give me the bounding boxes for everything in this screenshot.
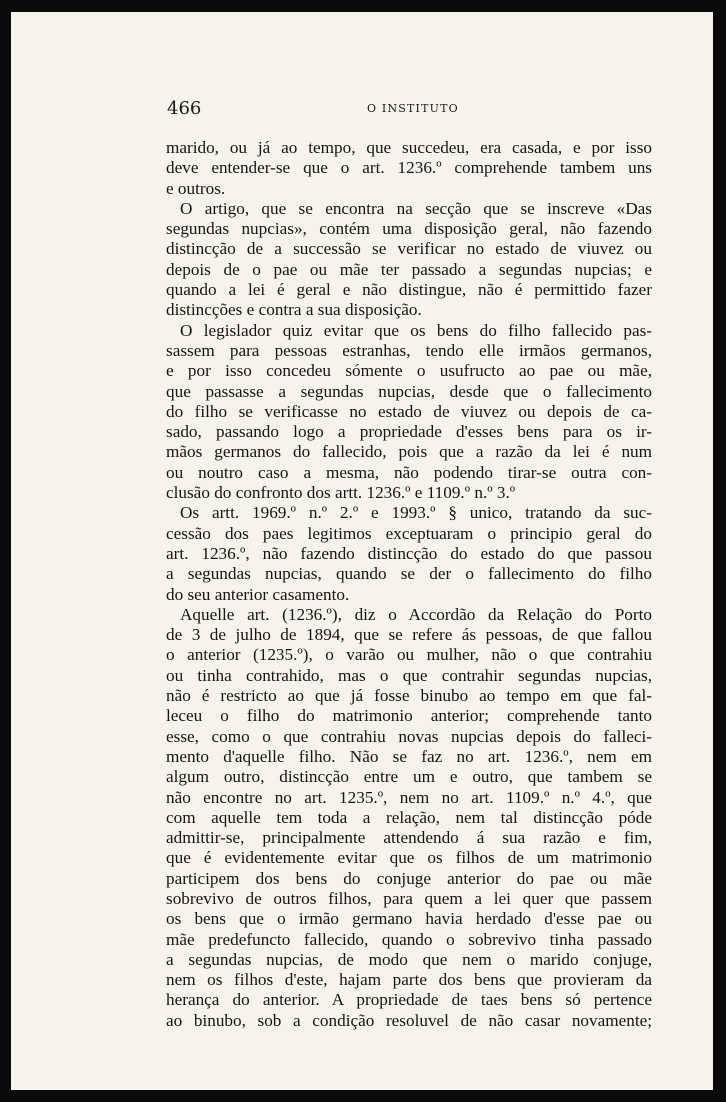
text-line: e outros. [166, 178, 226, 198]
text-line: quando a lei é geral e não distingue, não é permittido fazer [166, 280, 652, 300]
text-line: esse, como o que contrahiu novas nupcias depois do falleci- [166, 726, 652, 746]
text-line: herança do anterior. A propriedade de taes bens só pertence [166, 990, 652, 1010]
text-line: art. 1236.º, não fazendo distincção do estado do que passou [166, 543, 652, 563]
text-line: distincções e contra a sua disposição. [166, 300, 422, 320]
text-line: de 3 de julho de 1894, que se refere ás pessoas, de que fallou [166, 625, 652, 645]
text-line: sobrevivo de outros filhos, para quem a lei quer que passem [166, 888, 652, 908]
text-line: não encontre no art. 1235.º, nem no art. 1109.º n.º 4.º, que [166, 787, 652, 807]
text-line: ou tinha contrahido, mas o que contrahir segundas nupcias, [166, 665, 652, 685]
text-line: ao binubo, sob a condição resoluvel de não casar novamente; [166, 1010, 652, 1030]
text-line: algum outro, distincção entre um e outro, que tambem se [166, 767, 652, 787]
text-line: ou noutro caso a mesma, não podendo tirar-se outra con- [166, 462, 652, 482]
text-line: mento d'aquelle filho. Não se faz no art. 1236.º, nem em [166, 746, 652, 766]
text-line: cessão dos paes legitimos exceptuaram o principio geral do [166, 523, 652, 543]
text-line: nem os filhos d'este, hajam parte dos bens que provieram da [166, 970, 652, 990]
text-line: mãe predefuncto fallecido, quando o sobrevivo tinha passado [166, 929, 652, 949]
book-page [11, 12, 713, 1090]
text-line: do seu anterior casamento. [166, 584, 350, 604]
page-number: 466 [167, 98, 202, 119]
text-line: distincção de a successão se verificar no estado de viuvez ou [166, 239, 652, 259]
text-line: os bens que o irmão germano havia herdado d'esse pae ou [166, 909, 652, 929]
text-line: participem dos bens do conjuge anterior do pae ou mãe [166, 868, 652, 888]
text-line: leceu o filho do matrimonio anterior; comprehende tanto [166, 706, 652, 726]
text-line: e por isso concedeu sómente o usufructo ao pae ou mãe, [166, 361, 652, 381]
running-title: O INSTITUTO [367, 102, 459, 115]
text-line: Os artt. 1969.º n.º 2.º e 1993.º § unico, tratando da suc- [180, 503, 652, 523]
text-line: deve entender-se que o art. 1236.º comprehende tambem uns [166, 158, 652, 178]
text-line: segundas nupcias», contém uma disposição geral, não fazendo [166, 219, 652, 239]
text-line: que passasse a segundas nupcias, desde que o fallecimento [166, 381, 652, 401]
text-line: sassem para pessoas estranhas, tendo elle irmãos germanos, [166, 340, 652, 360]
text-line: que é evidentemente evitar que os filhos de um matrimonio [166, 848, 652, 868]
text-line: não é restricto ao que já fosse binubo ao tempo em que fal- [166, 686, 652, 706]
text-line: do filho se verificasse no estado de viuvez ou depois de ca- [166, 401, 652, 421]
text-line: mãos germanos do fallecido, pois que a razão da lei é num [166, 442, 652, 462]
text-line: com aquelle tem toda a relação, nem tal distincção póde [166, 807, 652, 827]
text-line: depois de o pae ou mãe ter passado a segundas nupcias; e [166, 259, 652, 279]
text-line: a segundas nupcias, quando se der o fallecimento do filho [166, 564, 652, 584]
text-line: Aquelle art. (1236.º), diz o Accordão da Relação do Porto [180, 604, 652, 624]
text-line: a segundas nupcias, de modo que nem o marido conjuge, [166, 949, 652, 969]
text-line: o anterior (1235.º), o varão ou mulher, não o que contrahiu [166, 645, 652, 665]
text-line: marido, ou já ao tempo, que succedeu, era casada, e por isso [166, 138, 652, 157]
text-line: sado, passando logo a propriedade d'esses bens para os ir- [166, 422, 652, 442]
text-line: clusão do confronto dos artt. 1236.º e 1109.º n.º 3.º [166, 483, 516, 503]
body-text [166, 138, 652, 1031]
text-line: O legislador quiz evitar que os bens do filho fallecido pas- [180, 320, 652, 340]
running-head [167, 98, 657, 122]
text-line: O artigo, que se encontra na secção que se inscreve «Das [180, 198, 652, 218]
text-line: admittir-se, principalmente attendendo á sua razão e fim, [166, 828, 652, 848]
